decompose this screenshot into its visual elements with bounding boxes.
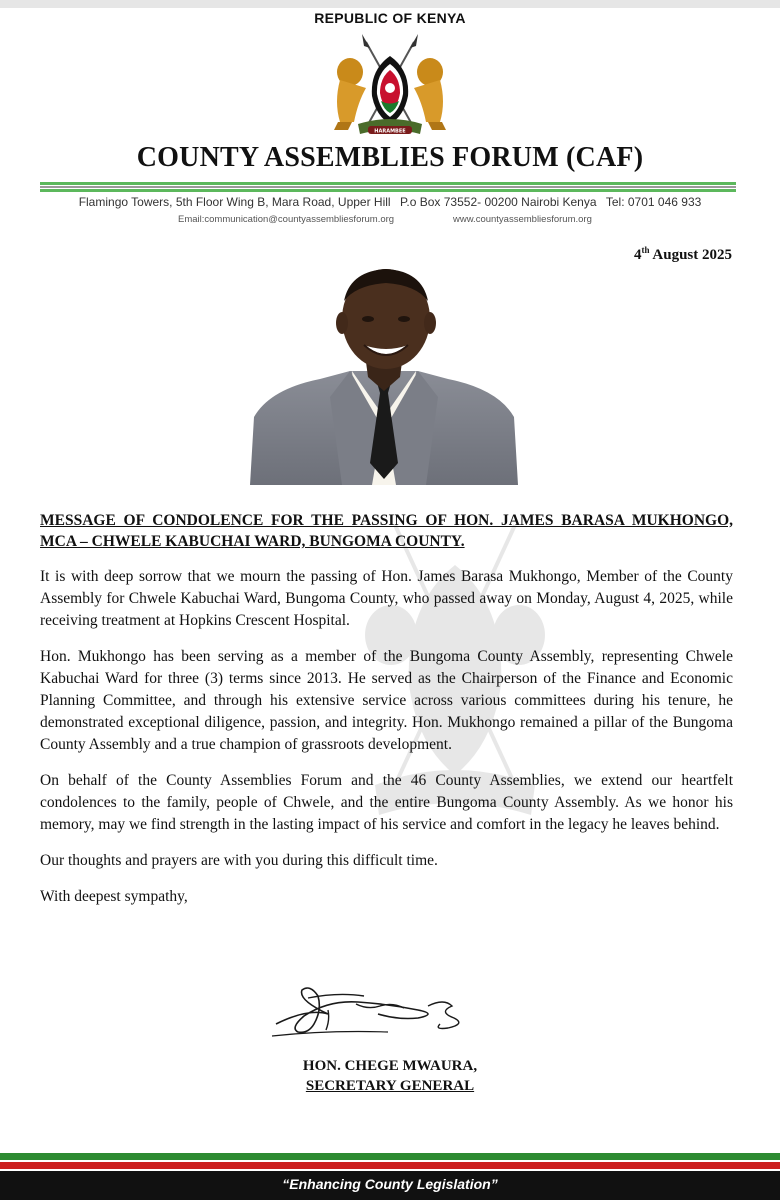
contact-line — [178, 214, 638, 225]
letter-date: 4th August 2025 — [633, 245, 732, 263]
footer-stripe-green — [0, 1153, 780, 1160]
paragraph-2: Hon. Mukhongo has been serving as a member of the Bungoma County Assembly, representing Chwele Kabuchai Ward for three (3) terms since 2013. He served as the Chairperson of the Finance and Economic Planning Committee, and through his extensive service across various committees during his tenure, he demonstrated exceptional diligence, passion, and integrity. Hon. Mukhongo remained a pillar of the Bungoma County Assembly and a true champion of grassroots development. — [40, 648, 733, 753]
paragraph-1: It is with deep sorrow that we mourn the passing of Hon. James Barasa Mukhongo, Member of the County Assembly for Chwele Kabuchai Ward, Bungoma County, who passed away on Monday, August 4, 2025, while receiving treatment at Hopkins Crescent Hospital. — [40, 568, 733, 629]
footer-motto: “Enhancing County Legislation” — [282, 1176, 498, 1192]
coat-of-arms-icon — [328, 30, 452, 138]
header-rule-green — [40, 182, 736, 185]
signatory-title: SECRETARY GENERAL — [305, 1078, 475, 1094]
closing-line: With deepest sympathy, — [40, 888, 188, 905]
top-edge-bar — [0, 0, 780, 8]
signatory-name: HON. CHEGE MWAURA, — [302, 1058, 478, 1074]
po-box: P.o Box 73552- 00200 Nairobi Kenya — [399, 195, 597, 209]
handwritten-signature — [268, 980, 478, 1040]
republic-title: REPUBLIC OF KENYA — [314, 10, 466, 26]
organization-title: COUNTY ASSEMBLIES FORUM (CAF) — [136, 142, 644, 173]
footer-stripe-red — [0, 1162, 780, 1169]
condolence-headline: MESSAGE OF CONDOLENCE FOR THE PASSING OF HON. JAMES BARASA MUKHONGO, MCA – CHWELE KABUCHAI WARD, BUNGOMA COUNTY. — [40, 512, 733, 550]
portrait-photo — [250, 267, 518, 485]
svg-text:HARAMBEE: HARAMBEE — [374, 128, 406, 135]
header-rule-gray — [40, 186, 736, 188]
paragraph-4: Our thoughts and prayers are with you during this difficult time. — [40, 852, 438, 869]
letter-body — [40, 510, 733, 922]
paragraph-3: On behalf of the County Assemblies Forum and the 46 County Assemblies, we extend our heartfelt condolences to the family, people of Chwele, and the entire Bungoma County Assembly. As we honor his memory, may we find strength in the lasting impact of his service and comfort in the legacy he leaves behind. — [40, 772, 733, 833]
header-rule-green-lower — [40, 189, 736, 192]
address-line — [0, 195, 780, 209]
email-link[interactable]: Email:communication@countyassembliesforum.org — [178, 214, 395, 225]
website-link[interactable]: www.countyassembliesforum.org — [453, 214, 592, 225]
street-address: Flamingo Towers, 5th Floor Wing B, Mara Road, Upper Hill — [78, 195, 391, 209]
telephone: Tel: 0701 046 933 — [605, 195, 702, 209]
